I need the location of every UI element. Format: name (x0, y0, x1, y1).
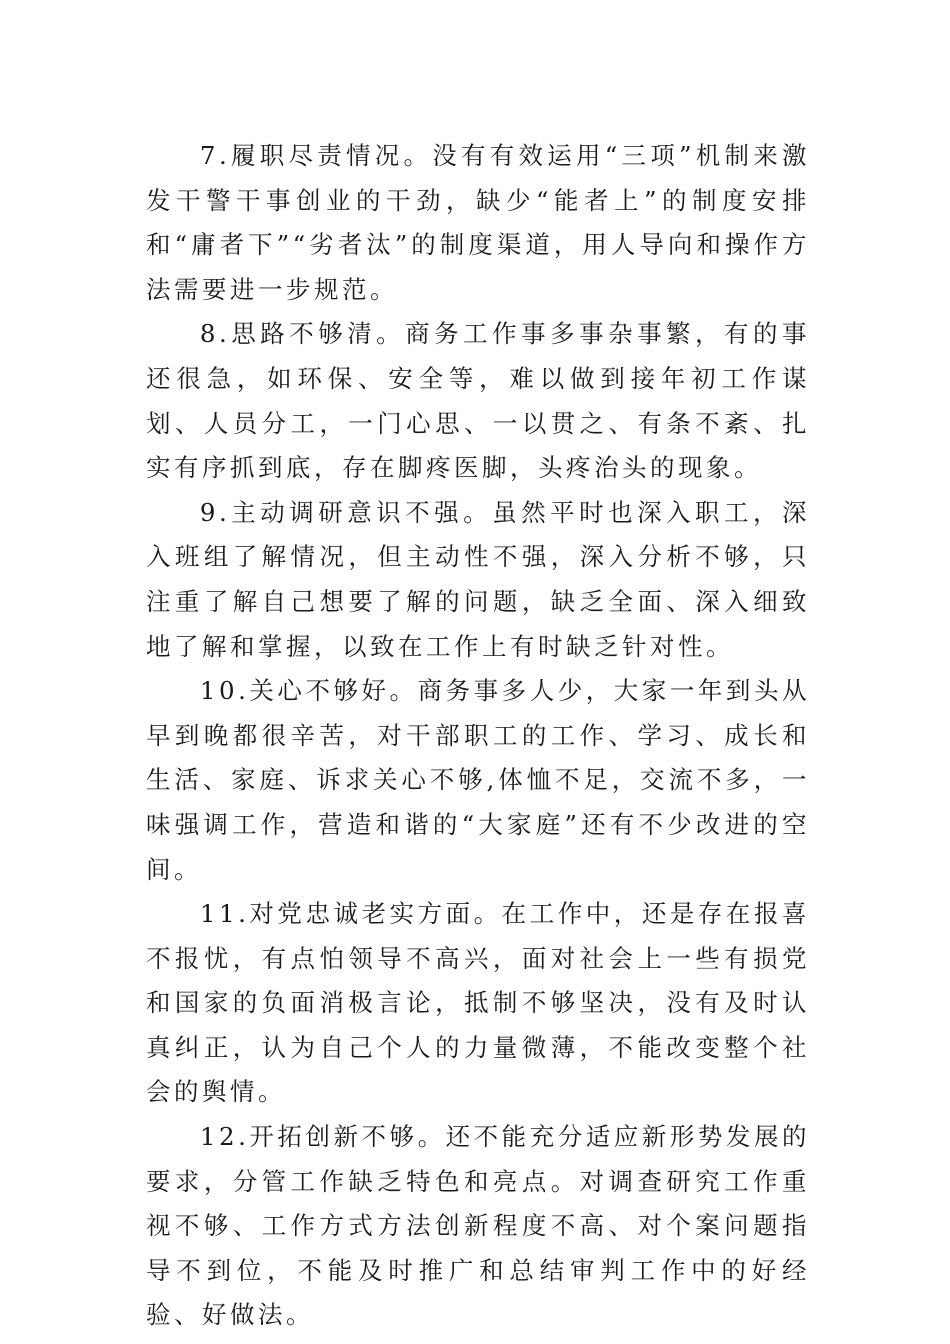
paragraph-item-11: 11.对党忠诚老实方面。在工作中，还是存在报喜不报忧，有点怕领导不高兴，面对社会上一些有损党和国家的负面消极言论，抵制不够坚决，没有及时认真纠正，认为自己个人的力量微薄，不能改变整个社会的舆情。 (146, 899, 810, 1107)
paragraph-item-7: 7.履职尽责情况。没有有效运用“三项”机制来激发干警干事创业的干劲，缺少“能者上”的制度安排和“庸者下”“劣者汰”的制度渠道，用人导向和操作方法需要进一步规范。 (146, 141, 810, 304)
paragraph-item-8: 8.思路不够清。商务工作事多事杂事繁，有的事还很急，如环保、安全等，难以做到接年初工作谋划、人员分工，一门心思、一以贯之、有条不紊、扎实有序抓到底，存在脚疼医脚，头疼治头的现象。 (146, 319, 810, 483)
document-body (146, 134, 810, 1338)
paragraph-item-9: 9.主动调研意识不强。虽然平时也深入职工，深入班组了解情况，但主动性不强，深入分析不够，只注重了解自己想要了解的问题，缺乏全面、深入细致地了解和掌握，以致在工作上有时缺乏针对性。 (146, 497, 810, 661)
paragraph-item-12: 12.开拓创新不够。还不能充分适应新形势发展的要求，分管工作缺乏特色和亮点。对调查研究工作重视不够、工作方式方法创新程度不高、对个案问题指导不到位，不能及时推广和总结审判工作中的好经验、好做法。 (146, 1122, 810, 1330)
paragraph-item-10: 10.关心不够好。商务事多人少，大家一年到头从早到晚都很辛苦，对干部职工的工作、学习、成长和生活、家庭、诉求关心不够,体恤不足，交流不多，一味强调工作，营造和谐的“大家庭”还有不少改进的空间。 (146, 676, 810, 884)
